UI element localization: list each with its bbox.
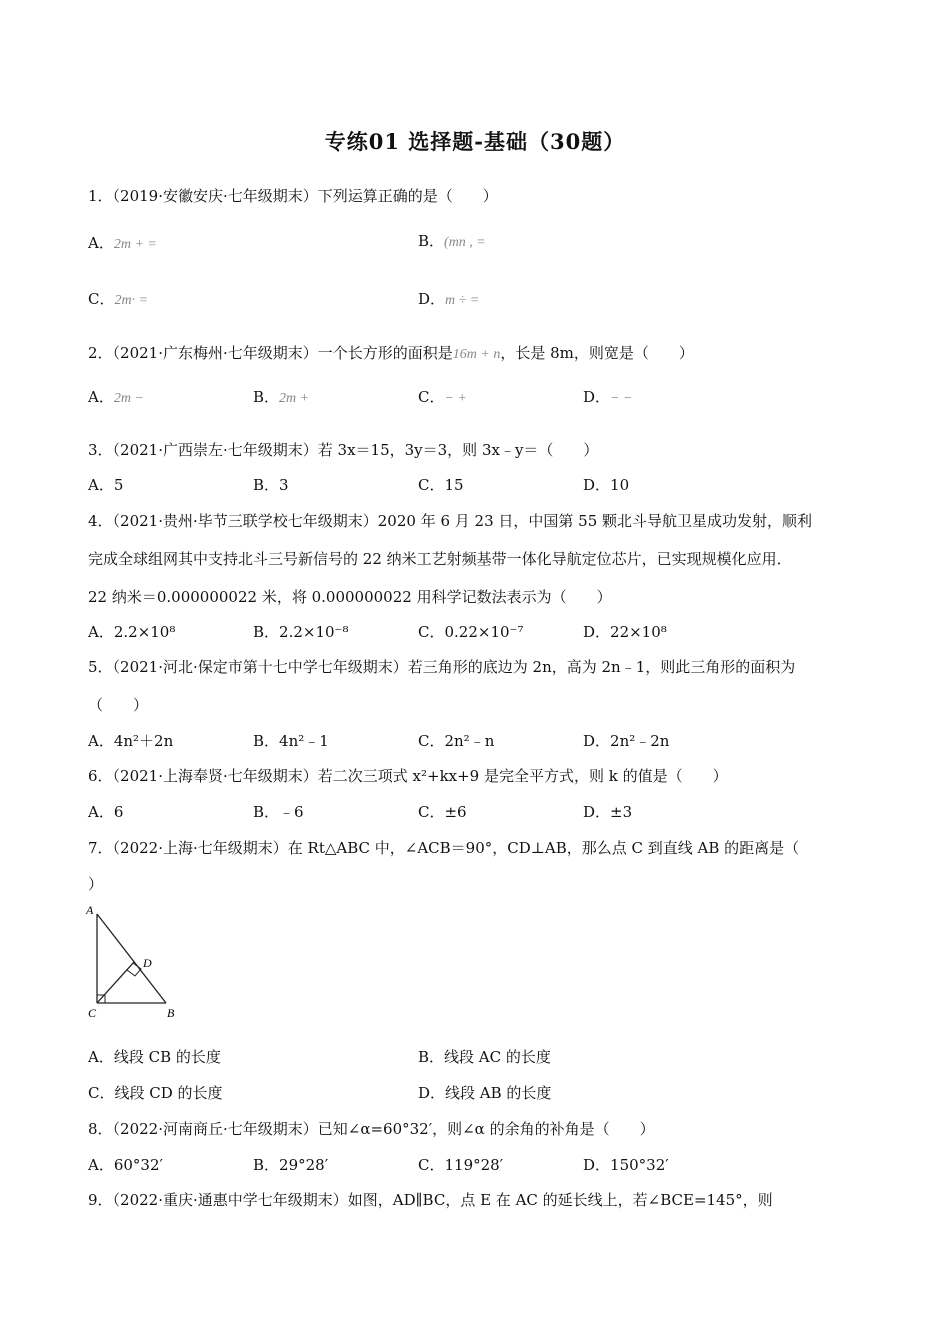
q3-option-d: D．10	[583, 476, 630, 494]
q5-option-a: A．4n²＋2n	[88, 732, 174, 750]
option-expression: 2m + =	[113, 237, 157, 252]
question-7-line-2: ）	[88, 875, 104, 893]
option-expression: − +	[444, 391, 467, 406]
q4-option-b: B．2.2×10⁻⁸	[253, 623, 349, 641]
option-label: A．	[88, 388, 114, 406]
q2-option-a	[88, 386, 144, 407]
q7-option-b: B．线段 AC 的长度	[418, 1048, 551, 1066]
q6-option-c: C．±6	[418, 803, 467, 821]
option-expression: 2m −	[113, 391, 144, 406]
q8-option-c: C．119°28′	[418, 1156, 504, 1174]
triangle-figure	[84, 900, 194, 1022]
segment-ab	[97, 914, 166, 1003]
q4-option-d: D．22×10⁸	[583, 623, 667, 641]
question-2-stem	[88, 342, 694, 363]
q6-option-b: B．﹣6	[253, 803, 304, 821]
q7-option-d: D．线段 AB 的长度	[418, 1084, 552, 1102]
label-c: C	[88, 1006, 97, 1020]
question-6-stem: 6．（2021·上海奉贤·七年级期末）若二次三项式 x²+kx+9 是完全平方式，则 k 的值是（ ）	[88, 767, 728, 785]
q7-option-c: C．线段 CD 的长度	[88, 1084, 223, 1102]
q1-option-b	[418, 230, 486, 251]
q1-option-a	[88, 232, 157, 253]
question-4-line-2: 完成全球组网其中支持北斗三号新信号的 22 纳米工艺射频基带一体化导航定位芯片，已实现规模化应用．	[88, 550, 792, 568]
q2-option-b	[253, 386, 309, 407]
option-expression: 2m +	[279, 391, 310, 406]
option-label: D．	[583, 388, 611, 406]
q8-option-d: D．150°32′	[583, 1156, 669, 1174]
option-expression: m ÷ =	[445, 293, 480, 308]
label-b: B	[167, 1006, 175, 1020]
area-expression: 16m + n	[452, 347, 501, 362]
question-3-stem: 3．（2021·广西崇左·七年级期末）若 3x＝15，3y＝3，则 3x﹣y＝（ ）	[88, 441, 599, 459]
q3-option-c: C．15	[418, 476, 464, 494]
question-1-stem: 1．（2019·安徽安庆·七年级期末）下列运算正确的是（ ）	[88, 187, 498, 205]
option-expression: − −	[610, 391, 633, 406]
label-a: A	[86, 903, 94, 917]
question-5-line-2: （ ）	[88, 696, 149, 714]
question-5-line-1: 5．（2021·河北·保定市第十七中学七年级期末）若三角形的底边为 2n，高为 2n﹣1，则此三角形的面积为	[88, 658, 796, 676]
q5-option-d: D．2n²﹣2n	[583, 732, 670, 750]
question-9-stem: 9．（2022·重庆·通惠中学七年级期末）如图，AD∥BC，点 E 在 AC 的延长线上，若∠BCE=145°，则	[88, 1191, 773, 1209]
q7-option-a: A．线段 CB 的长度	[88, 1048, 221, 1066]
stem-text: ，长是 8m，则宽是（ ）	[500, 344, 694, 362]
question-4-line-3: 22 纳米＝0.000000022 米，将 0.000000022 用科学记数法表示为（ ）	[88, 588, 612, 606]
q8-option-a: A．60°32′	[88, 1156, 163, 1174]
q3-option-b: B．3	[253, 476, 289, 494]
question-4-line-1: 4．（2021·贵州·毕节三联学校七年级期末）2020 年 6 月 23 日，中国第 55 颗北斗导航卫星成功发射，顺利	[88, 512, 813, 530]
segment-cd	[97, 962, 134, 1003]
q4-option-c: C．0.22×10⁻⁷	[418, 623, 524, 641]
q6-option-a: A．6	[88, 803, 124, 821]
q2-option-d	[583, 386, 632, 407]
question-7-line-1: 7．（2022·上海·七年级期末）在 Rt△ABC 中，∠ACB＝90°，CD⊥AB，那么点 C 到直线 AB 的距离是（	[88, 839, 800, 857]
q5-option-b: B．4n²﹣1	[253, 732, 329, 750]
stem-text: 2．（2021·广东梅州·七年级期末）一个长方形的面积是	[88, 344, 453, 362]
q5-option-c: C．2n²﹣n	[418, 732, 495, 750]
q1-option-c	[88, 288, 148, 309]
option-expression: 2m· =	[114, 293, 149, 308]
page-title: 专练01 选择题-基础（30题）	[324, 129, 626, 154]
q4-option-a: A．2.2×10⁸	[88, 623, 176, 641]
q6-option-d: D．±3	[583, 803, 633, 821]
option-label: A．	[88, 234, 114, 252]
question-8-stem: 8．（2022·河南商丘·七年级期末）已知∠α=60°32′，则∠α 的余角的补角是（ ）	[88, 1120, 655, 1138]
option-label: C．	[418, 388, 445, 406]
option-label: D．	[418, 290, 446, 308]
option-expression: (mn , =	[444, 235, 486, 250]
option-label: B．	[253, 388, 280, 406]
q3-option-a: A．5	[88, 476, 124, 494]
right-angle-mark-d	[127, 963, 141, 976]
q8-option-b: B．29°28′	[253, 1156, 329, 1174]
option-label: C．	[88, 290, 115, 308]
label-d: D	[143, 956, 152, 970]
q2-option-c	[418, 386, 467, 407]
q1-option-d	[418, 288, 479, 309]
option-label: B．	[418, 232, 445, 250]
